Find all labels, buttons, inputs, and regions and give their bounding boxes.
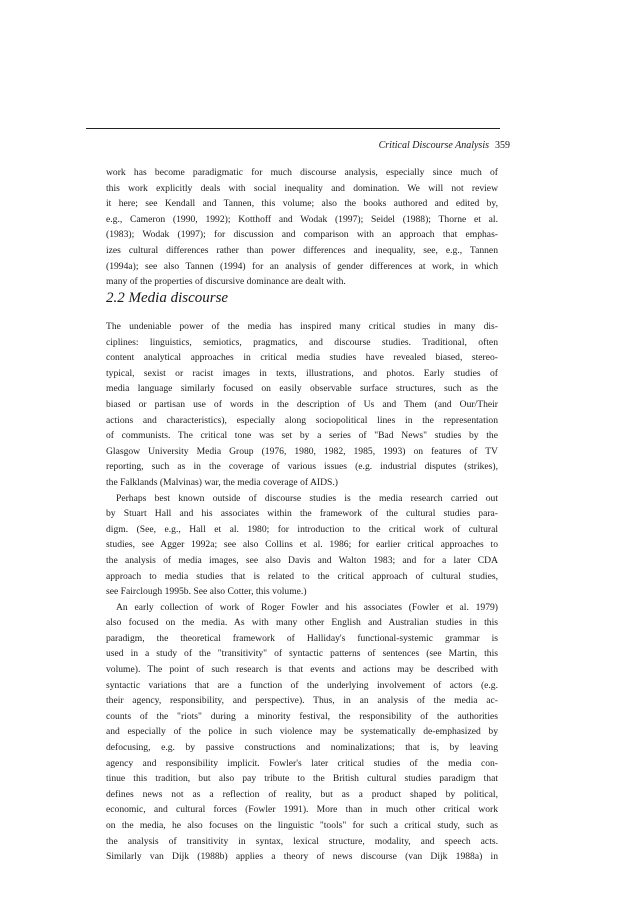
header-rule — [86, 128, 500, 129]
text-line: digm. (See, e.g., Hall et al. 1980; for introduction to the critical work of cultural — [106, 523, 498, 535]
text-line: this work explicitly deals with social inequality and domination. We will not review — [106, 182, 498, 194]
text-line: biased or partisan use of words in the description of Us and Them (and Our/Their — [106, 398, 498, 410]
paragraph-media-discourse — [106, 319, 498, 865]
text-line: their agency, responsibility, and perspective). Thus, in an analysis of the media ac- — [106, 695, 498, 707]
text-line: and especially of the police in such violence may be systematically de-emphasized by — [106, 726, 498, 738]
section-heading: 2.2 Media discourse — [106, 290, 229, 306]
text-line: many of the properties of discursive dominance are dealt with. — [106, 276, 346, 288]
text-line: Similarly van Dijk (1988b) applies a theory of news discourse (van Dijk 1988a) in — [106, 851, 498, 863]
text-line: Perhaps best known outside of discourse studies is the media research carried out — [116, 492, 498, 504]
text-line: counts of the "riots" during a minority festival, the responsibility of the authorities — [106, 710, 498, 722]
text-line: studies, see Agger 1992a; see also Collins et al. 1986; for earlier critical approaches to — [106, 539, 498, 551]
text-line: see Fairclough 1995b. See also Cotter, this volume.) — [106, 586, 307, 598]
text-line: e.g., Cameron (1990, 1992); Kotthoff and Wodak (1997); Seidel (1988); Thorne et al. — [106, 213, 498, 225]
text-line: the Falklands (Malvinas) war, the media coverage of AIDS.) — [106, 476, 338, 488]
text-line: the analysis of transitivity in syntax, lexical structure, modality, and speech acts. — [106, 835, 498, 847]
text-line: of communists. The critical tone was set by a series of "Bad News" studies by the — [106, 430, 498, 442]
text-line: the analysis of media images, see also Davis and Walton 1983; and for a later CDA — [106, 554, 498, 566]
text-line: volume). The point of such research is that events and actions may be described with — [106, 664, 498, 676]
text-line: economic, and cultural forces (Fowler 1991). More than in much other critical work — [106, 804, 498, 816]
running-head-title: Critical Discourse Analysis — [378, 140, 489, 151]
text-line: by Stuart Hall and his associates within the framework of the cultural studies para- — [106, 508, 498, 520]
text-line: content analytical approaches in critical media studies have revealed biased, stereo- — [106, 352, 498, 364]
text-line: it here; see Kendall and Tannen, this volume; also the books authored and edited by, — [106, 198, 498, 210]
running-head — [379, 140, 510, 151]
text-line: defines news not as a reflection of reality, but as a product shaped by political, — [106, 788, 498, 800]
text-line: on the media, he also focuses on the linguistic "tools" for such a critical study, such as — [106, 820, 498, 831]
text-line: work has become paradigmatic for much discourse analysis, especially since much of — [106, 167, 498, 178]
page-number: 359 — [495, 140, 510, 151]
text-line: typical, sexist or racist images in texts, illustrations, and photos. Early studies of — [106, 367, 498, 379]
text-line: ciplines: linguistics, semiotics, pragmatics, and discourse studies. Traditional, often — [106, 336, 498, 348]
text-line: paradigm, the theoretical framework of Halliday's functional-systemic grammar is — [106, 632, 498, 644]
text-line: (1983); Wodak (1997); for discussion and comparison with an approach that emphas- — [106, 229, 498, 241]
text-line: Glasgow University Media Group (1976, 1980, 1982, 1985, 1993) on features of TV — [106, 445, 498, 457]
text-line: tinue this tradition, but also pay tribute to the British cultural studies paradigm that — [106, 773, 498, 785]
text-line: defocusing, e.g. by passive constructions and nominalizations; that is, by leaving — [106, 742, 498, 754]
text-line: approach to media studies that is related to the critical approach of cultural studies, — [106, 570, 498, 582]
text-line: (1994a); see also Tannen (1994) for an analysis of gender differences at work, in which — [106, 260, 498, 272]
text-line: The undeniable power of the media has inspired many critical studies in many dis- — [106, 321, 498, 332]
text-line: An early collection of work of Roger Fowler and his associates (Fowler et al. 1979) — [116, 601, 498, 613]
text-line: agency and responsibility implicit. Fowler's later critical studies of the media con- — [106, 757, 498, 769]
text-line: izes cultural differences rather than power differences and inequality, see, e.g., Tannen — [106, 244, 498, 256]
text-line: reporting, such as in the coverage of various issues (e.g. industrial disputes (strikes), — [106, 461, 498, 473]
text-line: media language similarly focused on easily observable surface structures, such as the — [106, 383, 498, 395]
text-line: also focused on the media. As with many other English and Australian studies in this — [106, 617, 498, 629]
paragraph-continued — [106, 165, 498, 290]
text-line: used in a study of the "transitivity" of syntactic patterns of sentences (see Martin, this — [106, 648, 498, 660]
text-line: actions and characteristics), especially along sociopolitical lines in the representation — [106, 414, 498, 426]
text-line: syntactic variations that are a function of the underlying involvement of actors (e.g. — [106, 679, 498, 691]
